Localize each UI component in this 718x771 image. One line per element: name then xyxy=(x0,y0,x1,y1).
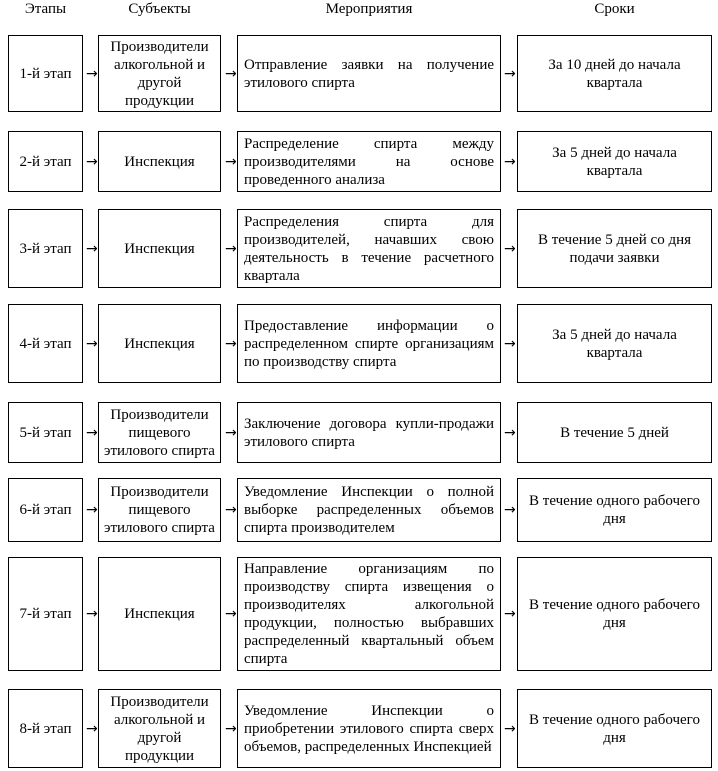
term-box-4 xyxy=(517,304,712,383)
subject-text: Производители пищевого этилового спирта xyxy=(104,484,215,536)
arrow-right-icon: → xyxy=(225,606,237,622)
activity-text: Заключение договора купли-продажи этилового спирта xyxy=(244,415,494,450)
arrow-right-icon: → xyxy=(86,720,98,737)
header-subject: Субъекты xyxy=(128,1,191,17)
activity-box-1 xyxy=(237,35,501,112)
arrow-right-icon: → xyxy=(504,240,516,257)
stage-text: 5-й этап xyxy=(19,424,72,441)
header-stage: Этапы xyxy=(24,1,67,17)
stage-box-3 xyxy=(8,209,83,288)
activity-box-2 xyxy=(237,131,501,192)
stage-box-7 xyxy=(8,557,83,671)
arrow-right-icon: → xyxy=(504,65,516,82)
term-text: За 10 дней до начала квартала xyxy=(548,56,681,91)
term-box-2 xyxy=(517,131,712,192)
term-box-7 xyxy=(517,557,712,671)
activity-text: Предоставление информации о распределенном спирте организациям по производству спирта xyxy=(244,317,494,370)
activity-box-4 xyxy=(237,304,501,383)
stage-box-8 xyxy=(8,689,83,768)
activity-text: Направление организациям по производству спирта извещения о производителях алкогольной продукции, полностью выбравших распределенный квартальный объем спирта xyxy=(244,561,494,667)
arrow-right-icon: → xyxy=(504,424,516,441)
arrow-right-icon: → xyxy=(225,424,237,441)
term-text: В течение одного рабочего дня xyxy=(529,597,700,631)
arrow-right-icon: → xyxy=(504,720,516,737)
term-box-6 xyxy=(517,478,712,542)
term-box-8 xyxy=(517,689,712,768)
arrow-right-icon: → xyxy=(225,240,237,257)
arrow-right-icon: → xyxy=(86,606,98,622)
stage-text: 3-й этап xyxy=(19,240,72,257)
stage-text: 2-й этап xyxy=(19,153,72,170)
subject-box-6 xyxy=(98,478,221,542)
subject-text: Инспекция xyxy=(124,153,195,170)
activity-text: Распределения спирта для производителей, начавших свою деятельность в течение расчетного квартала xyxy=(244,213,494,284)
term-box-5 xyxy=(517,402,712,463)
arrow-right-icon: → xyxy=(225,335,237,352)
activity-box-7 xyxy=(237,557,501,671)
subject-box-7 xyxy=(98,557,221,671)
subject-box-3 xyxy=(98,209,221,288)
subject-text: Производители алкогольной и другой продукции xyxy=(110,693,209,764)
arrow-right-icon: → xyxy=(86,424,98,441)
term-text: В течение 5 дней со дня подачи заявки xyxy=(537,231,692,266)
stage-text: 8-й этап xyxy=(19,720,72,737)
stage-text: 7-й этап xyxy=(19,606,72,622)
subject-box-8 xyxy=(98,689,221,768)
arrow-right-icon: → xyxy=(225,65,237,82)
subject-text: Инспекция xyxy=(124,335,195,352)
activity-box-8 xyxy=(237,689,501,768)
activity-text: Отправление заявки на получение этилового спирта xyxy=(244,56,494,91)
term-text: За 5 дней до начала квартала xyxy=(552,326,677,361)
arrow-right-icon: → xyxy=(86,153,98,170)
term-box-3 xyxy=(517,209,712,288)
arrow-right-icon: → xyxy=(225,720,237,737)
subject-box-2 xyxy=(98,131,221,192)
activity-box-6 xyxy=(237,478,501,542)
stage-text: 1-й этап xyxy=(19,65,72,82)
arrow-right-icon: → xyxy=(504,606,516,622)
activity-box-3 xyxy=(237,209,501,288)
stage-box-1 xyxy=(8,35,83,112)
subject-text: Инспекция xyxy=(124,240,195,257)
subject-text: Производители алкогольной и другой продукции xyxy=(110,38,209,109)
arrow-right-icon: → xyxy=(225,502,237,518)
term-text: За 5 дней до начала квартала xyxy=(552,144,677,179)
subject-text: Производители пищевого этилового спирта xyxy=(104,406,215,459)
stage-text: 6-й этап xyxy=(19,502,72,518)
arrow-right-icon: → xyxy=(86,65,98,82)
arrow-right-icon: → xyxy=(86,240,98,257)
subject-text: Инспекция xyxy=(124,606,195,622)
header-activity: Мероприятия xyxy=(325,1,413,17)
term-text: В течение одного рабочего дня xyxy=(529,493,700,527)
stage-text: 4-й этап xyxy=(19,335,72,352)
term-text: В течение 5 дней xyxy=(560,424,669,441)
activity-box-5 xyxy=(237,402,501,463)
arrow-right-icon: → xyxy=(225,153,237,170)
stage-box-4 xyxy=(8,304,83,383)
activity-text: Распределение спирта между производителями на основе проведенного анализа xyxy=(244,135,494,188)
stage-box-5 xyxy=(8,402,83,463)
term-box-1 xyxy=(517,35,712,112)
arrow-right-icon: → xyxy=(504,153,516,170)
subject-box-1 xyxy=(98,35,221,112)
arrow-right-icon: → xyxy=(504,502,516,518)
header-term: Сроки xyxy=(594,1,635,17)
activity-text: Уведомление Инспекции о приобретении этилового спирта сверх объемов, распределенных Инспекцией xyxy=(244,702,494,755)
term-text: В течение одного рабочего дня xyxy=(529,711,700,746)
stage-box-6 xyxy=(8,478,83,542)
subject-box-4 xyxy=(98,304,221,383)
subject-box-5 xyxy=(98,402,221,463)
stage-box-2 xyxy=(8,131,83,192)
arrow-right-icon: → xyxy=(504,335,516,352)
activity-text: Уведомление Инспекции о полной выборке распределенных объемов спирта производителем xyxy=(244,484,494,536)
arrow-right-icon: → xyxy=(86,335,98,352)
arrow-right-icon: → xyxy=(86,502,98,518)
